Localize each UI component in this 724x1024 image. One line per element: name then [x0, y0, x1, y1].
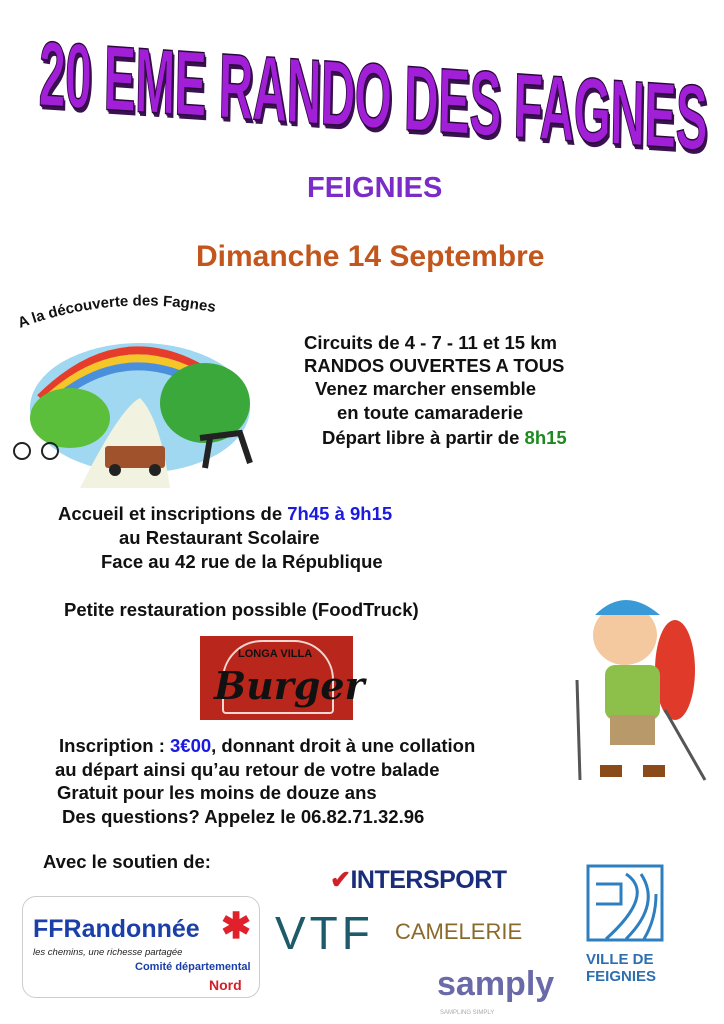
walk-text-1: Venez marcher ensemble — [315, 378, 537, 399]
sponsors-label: Avec le soutien de: — [43, 851, 211, 872]
ffrandonnee-logo: FFRandonnée ✱ les chemins, une richesse partagée Comité départemental Nord — [22, 896, 260, 998]
fee-text: Inscription : 3€00, donnant droit à une collation — [59, 735, 476, 756]
depart-text: Départ libre à partir de 8h15 — [322, 427, 567, 448]
illustration-caption: A la découverte des Fagnes — [15, 292, 218, 332]
ville-de-feignies-logo: VILLE DE FEIGNIES — [586, 864, 666, 984]
poster-title — [38, 22, 709, 170]
hiking-illustration — [10, 288, 282, 488]
camelerie-logo: CAMELERIE — [395, 919, 523, 944]
samply-logo: samply — [437, 965, 555, 1003]
town: FEIGNIES — [307, 172, 443, 204]
intersport-logo: ✔INTERSPORT — [330, 866, 507, 894]
event-date: Dimanche 14 Septembre — [196, 240, 545, 273]
vtf-logo: VTF — [275, 907, 374, 959]
circuits-text: Circuits de 4 - 7 - 11 et 15 km — [304, 332, 557, 353]
burger-logo: LONGA VILLA Burger — [200, 636, 353, 720]
address-text: Face au 42 rue de la République — [101, 551, 383, 572]
open-text: RANDOS OUVERTES A TOUS — [304, 355, 565, 376]
hiker-illustration — [565, 590, 710, 790]
contact-line: Des questions? Appelez le 06.82.71.32.96 — [62, 806, 425, 827]
fee-line-2: au départ ainsi qu’au retour de votre balade — [55, 759, 440, 780]
fee-line-3: Gratuit pour les moins de douze ans — [57, 782, 377, 803]
food-text: Petite restauration possible (FoodTruck) — [64, 599, 419, 620]
title-text: 20 EME RANDO DES FAGNES — [38, 22, 709, 170]
walk-text-2: en toute camaraderie — [337, 402, 524, 423]
samply-tagline: SAMPLING SIMPLY — [440, 1010, 495, 1016]
accueil-text: Accueil et inscriptions de 7h45 à 9h15 — [58, 503, 393, 524]
place-text: au Restaurant Scolaire — [119, 527, 320, 548]
svg-text:A la découverte des Fagnes — [16, 292, 218, 331]
